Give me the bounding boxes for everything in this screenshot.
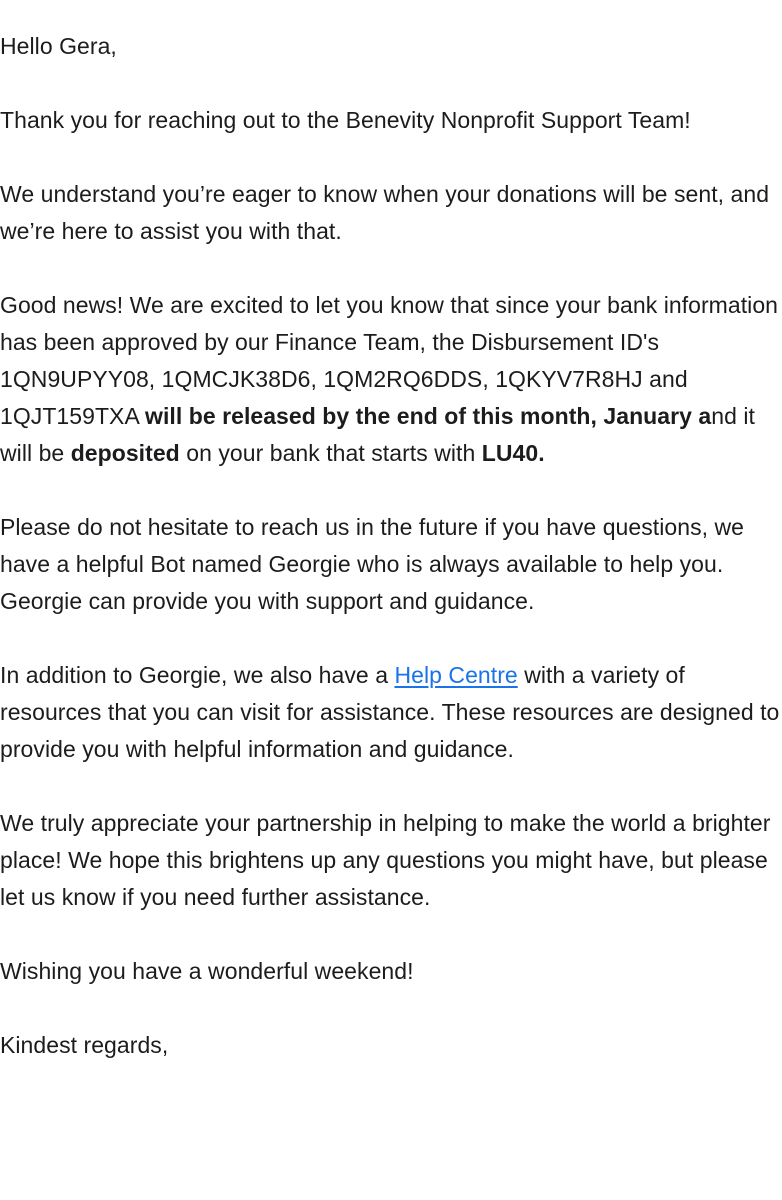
- email-body: [0, 28, 782, 1101]
- good-news-text-3: on your bank that starts with: [179, 440, 482, 466]
- good-news-text-2: nd it will be: [0, 403, 755, 466]
- closing: Kindest regards,: [0, 1032, 169, 1058]
- paragraph-georgie: Please do not hesitate to reach us in the future if you have questions, we have a helpful Bot named Georgie who is always available to help you. Georgie can provide you with support and guidance.: [0, 514, 745, 614]
- bank-prefix-bold: LU40.: [481, 440, 545, 466]
- help-centre-link[interactable]: Help Centre: [394, 662, 518, 688]
- paragraph-thanks: Thank you for reaching out to the Benevity Nonprofit Support Team!: [0, 107, 691, 133]
- help-centre-text-before: In addition to Georgie, we also have a: [0, 662, 395, 688]
- paragraph-good-news: [0, 287, 782, 472]
- paragraph-appreciate: We truly appreciate your partnership in helping to make the world a brighter place! We hope this brightens up any questions you might have, but please let us know if you need further assistance.: [0, 810, 771, 910]
- release-date-bold: will be released by the end of this month, January a: [145, 403, 712, 429]
- good-news-text-1: Good news! We are excited to let you know that since your bank information has been approved by our Finance Team, the Disbursement ID's 1QN9UPYY08, 1QMCJK38D6, 1QM2RQ6DDS, 1QKYV7R8HJ and 1QJT159TXA: [0, 292, 779, 429]
- paragraph-help-centre: [0, 657, 782, 768]
- greeting: Hello Gera,: [0, 33, 117, 59]
- help-centre-text-after: with a variety of resources that you can visit for assistance. These resources are designed to provide you with helpful information and guidance.: [0, 662, 780, 762]
- deposited-bold: deposited: [70, 440, 180, 466]
- paragraph-weekend: Wishing you have a wonderful weekend!: [0, 958, 414, 984]
- paragraph-understand: We understand you’re eager to know when your donations will be sent, and we’re here to assist you with that.: [0, 181, 770, 244]
